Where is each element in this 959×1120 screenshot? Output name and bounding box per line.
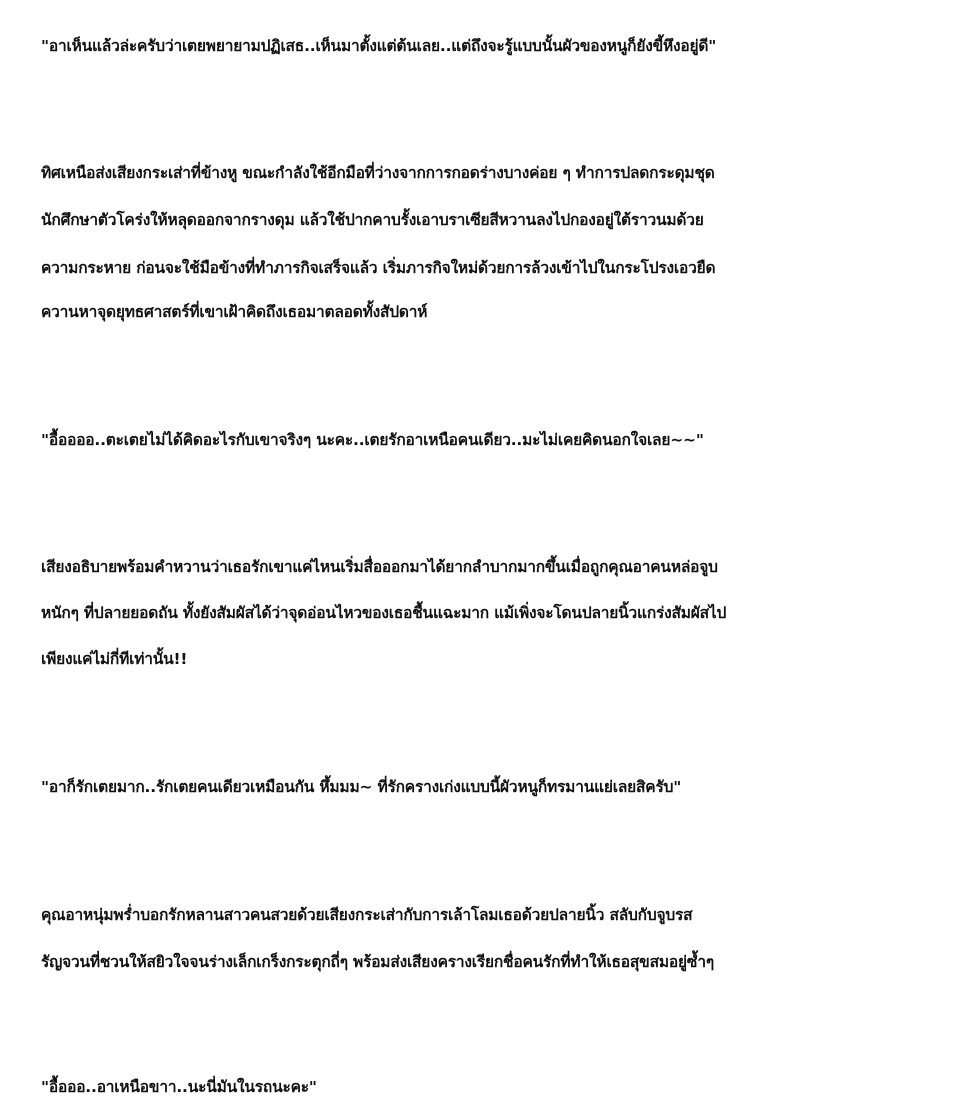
narrative-line: ทิศเหนือส่งเสียงกระเส่าที่ข้างหู ขณะกำลังใช้อีกมือที่ว่างจากการกอดร่างบางค่อย ๆ ทำการปลดกระดุมชุด [41, 164, 715, 182]
narrative-line: เสียงอธิบายพร้อมคำหวานว่าเธอรักเขาแค่ไหนเริ่มสื่อออกมาได้ยากลำบากมากขึ้นเมื่อถูกคุณอาคนหล่อจูบ [41, 558, 718, 576]
dialogue-line: "อาก็รักเตยมาก..รักเตยคนเดียวเหมือนกัน หึ้มมม~ ที่รักครางเก่งแบบนี้ผัวหนูก็ทรมานแย่เลยสิครับ" [41, 778, 682, 796]
dialogue-line: "อื้ออออ..ตะเตยไม่ได้คิดอะไรกับเขาจริงๆ นะคะ..เตยรักอาเหนือคนเดียว..มะไม่เคยคิดนอกใจเลย~~" [41, 431, 704, 449]
narrative-line: ความกระหาย ก่อนจะใช้มือข้างที่ทำภารกิจเสร็จแล้ว เริ่มภารกิจใหม่ด้วยการล้วงเข้าไปในกระโปรงเอวยืด [41, 259, 716, 277]
narrative-line: รัญจวนที่ชวนให้สยิวใจจนร่างเล็กเกร็งกระตุกถี่ๆ พร้อมส่งเสียงครางเรียกชื่อคนรักที่ทำให้เธอสุขสมอยู่ซ้ำๆ [41, 953, 714, 971]
narrative-line: ควานหาจุดยุทธศาสตร์ที่เขาเฝ้าคิดถึงเธอมาตลอดทั้งสัปดาห์ [41, 303, 428, 321]
narrative-line: นักศึกษาตัวโคร่งให้หลุดออกจากรางดุม แล้วใช้ปากคาบรั้งเอาบราเซียสีหวานลงไปกองอยู่ใต้ราวนมด้วย [41, 211, 704, 229]
dialogue-line: "อื้อออ..อาเหนือขาา..นะนี่มันในรถนะคะ" [41, 1078, 317, 1096]
dialogue-line: "อาเห็นแล้วล่ะครับว่าเตยพยายามปฏิเสธ..เห็นมาตั้งแต่ต้นเลย..แต่ถึงจะรู้แบบนั้นผัวของหนูก็ยังขี้หึงอยู่ดี" [41, 37, 717, 55]
narrative-line: เพียงแค่ไม่กี่ทีเท่านั้น!! [41, 650, 188, 668]
narrative-line: หนักๆ ที่ปลายยอดถัน ทั้งยังสัมผัสได้ว่าจุดอ่อนไหวของเธอชื้นแฉะมาก แม้เพิ่งจะโดนปลายนิ้วแกร่งสัมผัสไป [41, 604, 727, 622]
narrative-line: คุณอาหนุ่มพร่ำบอกรักหลานสาวคนสวยด้วยเสียงกระเส่ากับการเล้าโลมเธอด้วยปลายนิ้ว สลับกับจูบรส [41, 906, 693, 924]
